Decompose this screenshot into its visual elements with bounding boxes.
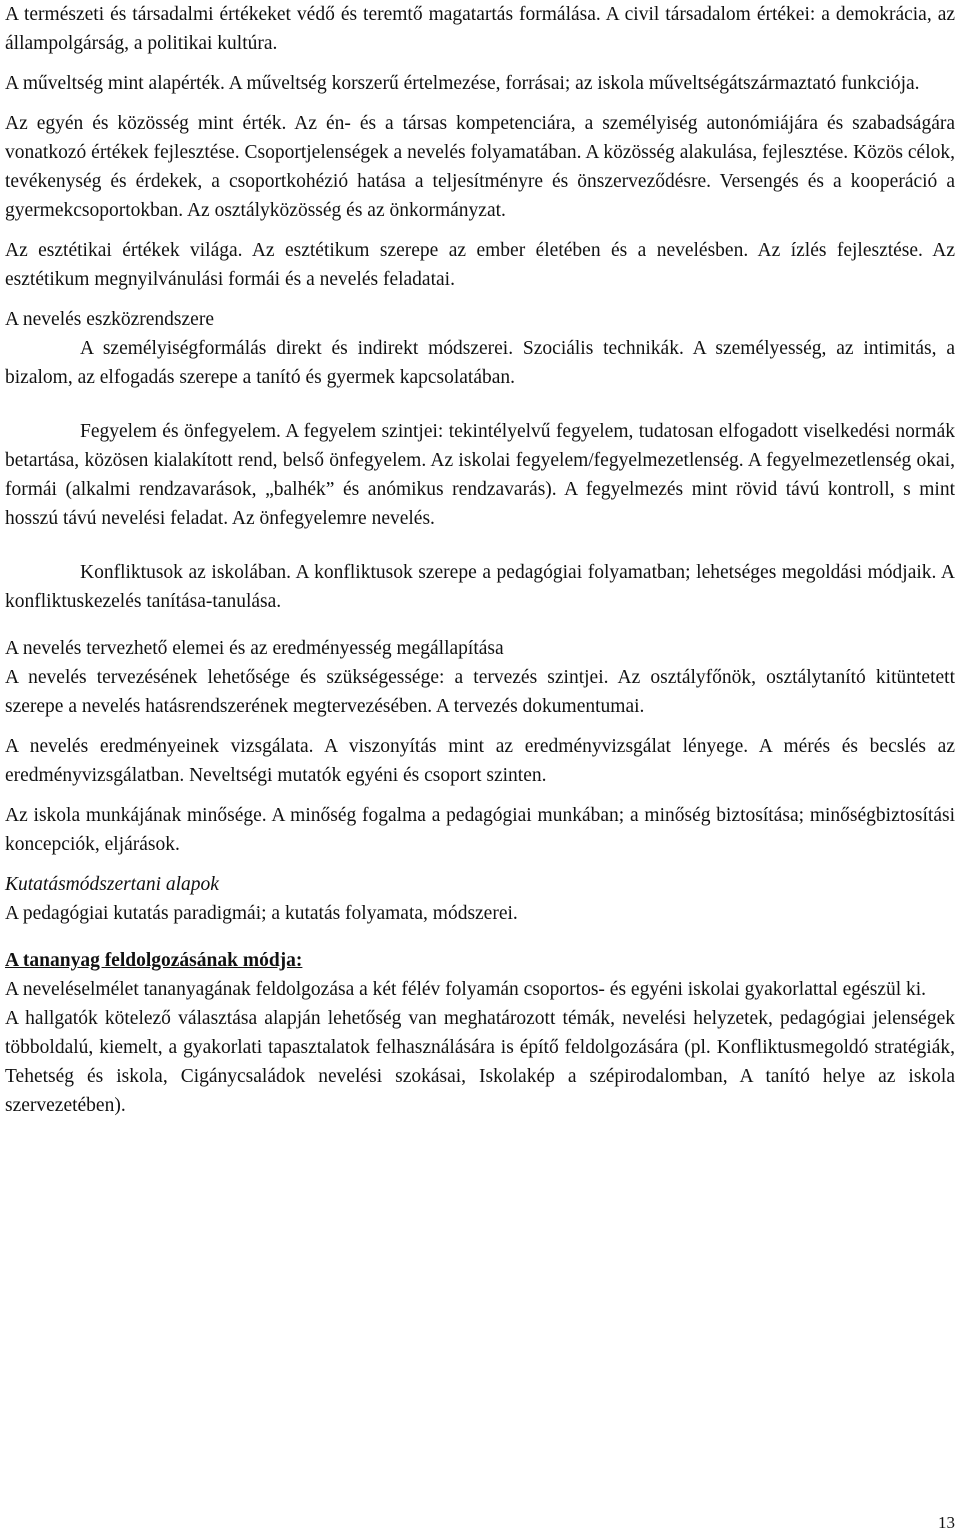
page-number: 13 [938, 1513, 955, 1532]
paragraph-minoseg: Az iskola munkájának minősége. A minőség fogalma a pedagógiai munkában; a minőség biztosítása; minőségbiztosítási koncepciók, eljárások. [5, 805, 955, 855]
paragraph-feldolgozas: A neveléselmélet tananyagának feldolgozása a két félév folyamán csoportos- és egyéni iskolai gyakorlattal egészül ki. [5, 979, 927, 1000]
paragraph-egyen-es-kozosseg: Az egyén és közösség mint érték. Az én- és a társas kompetenciára, a személyiség autonómiájára és szabadságára vonatkozó értékek fejlesztése. Csoportjelenségek a nevelés folyamatában. A közösség alakulása, fejlesztése. Közös célok, tevékenység és érdekek, a csoportkohézió hatása a teljesítményre és önszerveződésre. Versengés és a kooperáció a gyermekcsoportokban. Az osztályközösség és az önkormányzat. [5, 113, 955, 221]
paragraph-ertekvedo-magatartas: A természeti és társadalmi értékeket védő és teremtő magatartás formálása. A civil társadalom értékei: a demokrácia, az állampolgárság, a politikai kultúra. [5, 4, 955, 54]
paragraph-szemelyisegformalas: A személyiségformálás direkt és indirekt módszerei. Szociális technikák. A személyesség, az intimitás, a bizalom, az elfogadás szerepe a tanító és gyermek kapcsolatában. [5, 338, 955, 388]
paragraph-konfliktusok: Konfliktusok az iskolában. A konfliktusok szerepe a pedagógiai folyamatban; lehetséges megoldási módjaik. A konfliktuskezelés tanítása-tanulása. [5, 562, 955, 612]
paragraph-kutatas: A pedagógiai kutatás paradigmái; a kutatás folyamata, módszerei. [5, 903, 518, 924]
paragraph-esztetikai-ertekek: Az esztétikai értékek világa. Az esztétikum szerepe az ember életében és a nevelésben. Az ízlés fejlesztése. Az esztétikum megnyilvánulási formái és a nevelés feladatai. [5, 240, 955, 290]
heading-neveles-eszkozrendszere: A nevelés eszközrendszere [5, 309, 214, 330]
heading-tervezheto-elemek: A nevelés tervezhető elemei és az eredményesség megállapítása [5, 638, 504, 659]
paragraph-tervezes: A nevelés tervezésének lehetősége és szükségessége: a tervezés szintjei. Az osztályfőnök, osztálytanító kitüntetett szerepe a nevelés hatásrendszerének megtervezésében. A tervezés dokumentumai. [5, 667, 955, 717]
heading-feldolgozas-modja: A tananyag feldolgozásának módja: [5, 950, 303, 971]
paragraph-eredmenyvizsgalat: A nevelés eredményeinek vizsgálata. A viszonyítás mint az eredményvizsgálat lényege. A mérés és becslés az eredményvizsgálatban. Neveltségi mutatók egyéni és csoport szinten. [5, 736, 955, 786]
heading-kutatasmodszertani-alapok: Kutatásmódszertani alapok [5, 874, 219, 895]
paragraph-fegyelem: Fegyelem és önfegyelem. A fegyelem szintjei: tekintélyelvű fegyelem, tudatosan elfogadott viselkedési normák betartása, közösen kialakított rend, belső önfegyelem. Az iskolai fegyelem/fegyelmezetlenség. A fegyelmezetlenség okai, formái (alkalmi rendzavarások, „balhék” és anómikus rendzavarás). A fegyelmezés mint rövid távú kontroll, s mint hosszú távú nevelési feladat. Az önfegyelemre nevelés. [5, 421, 955, 529]
paragraph-muveltseg: A műveltség mint alapérték. A műveltség korszerű értelmezése, forrásai; az iskola műveltségátszármaztató funkciója. [5, 73, 920, 94]
document-page [5, 0, 955, 1120]
paragraph-valasztas: A hallgatók kötelező választása alapján lehetőség van meghatározott témák, nevelési helyzetek, pedagógiai jelenségek többoldalú, kiemelt, a gyakorlati tapasztalatok felhasználására is építő feldolgozására (pl. Konfliktusmegoldó stratégiák, Tehetség és iskola, Cigánycsaládok nevelési szokásai, Iskolakép a szépirodalomban, A tanító helye az iskola szervezetében). [5, 1008, 955, 1116]
